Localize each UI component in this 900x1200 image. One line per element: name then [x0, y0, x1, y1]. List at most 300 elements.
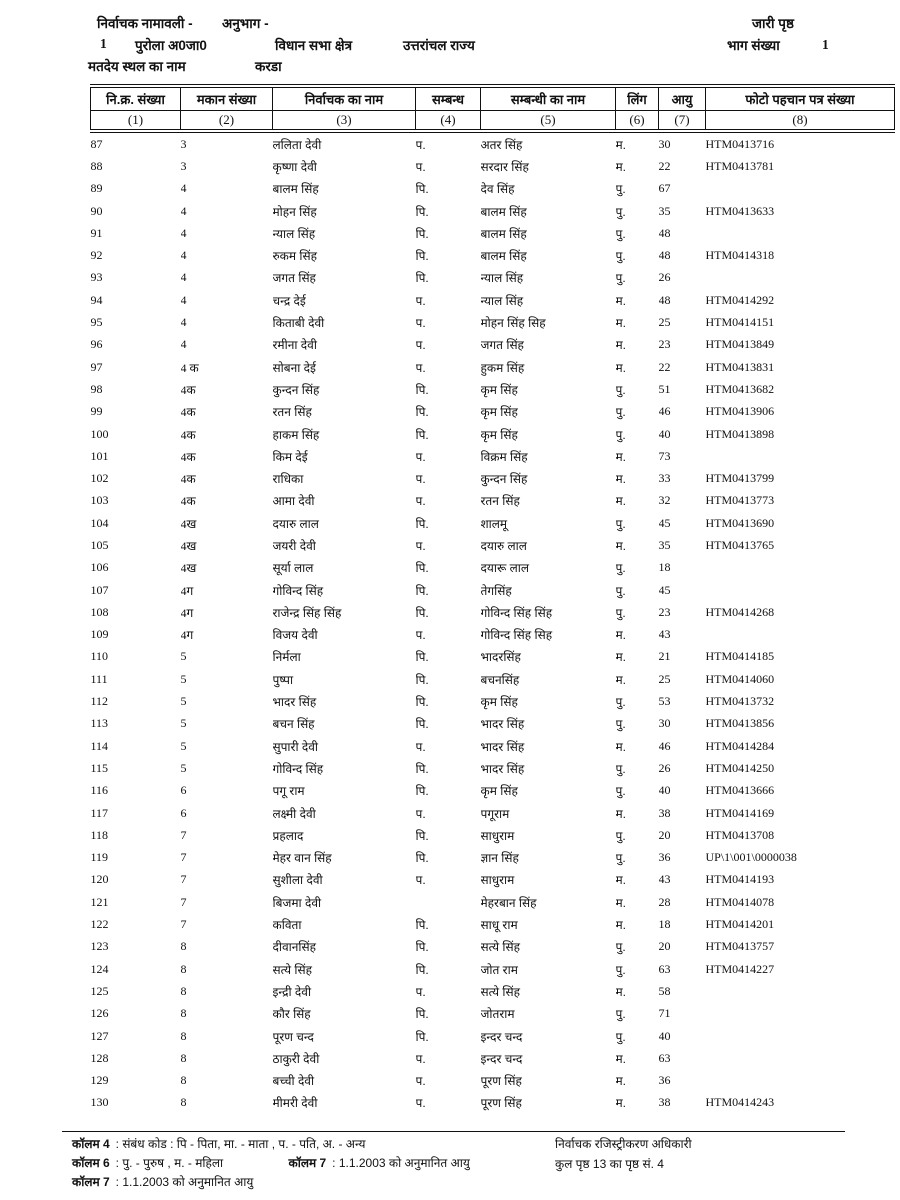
- gender: म.: [615, 538, 627, 553]
- voter-serial: 97: [90, 359, 103, 374]
- voter-table-body: [91, 131, 895, 1114]
- relation-code: पि.: [415, 962, 429, 977]
- table-row: [91, 624, 895, 646]
- table-row: [91, 913, 895, 935]
- house-number: 8: [180, 961, 187, 976]
- voter-name: कुन्दन सिंह: [272, 382, 320, 397]
- relative-name: बालम सिंह: [480, 204, 527, 219]
- voter-name: जगत सिंह: [272, 271, 316, 286]
- photo-id: HTM0413831: [705, 359, 775, 374]
- house-number: 3: [180, 158, 187, 173]
- house-number: 7: [180, 827, 187, 842]
- age: 35: [658, 203, 671, 218]
- age: 20: [658, 827, 671, 842]
- photo-id: HTM0414243: [705, 1095, 775, 1110]
- table-row: [91, 690, 895, 712]
- house-number: 8: [180, 983, 187, 998]
- age: 63: [658, 961, 671, 976]
- part-number-label: भाग संख्या: [727, 38, 780, 53]
- photo-id: HTM0413633: [705, 203, 775, 218]
- column-header-6: लिंग: [616, 86, 659, 111]
- assembly-area-label: विधान सभा क्षेत्र: [275, 38, 353, 53]
- house-number: 4ग: [180, 605, 194, 620]
- relative-name: न्याल सिंह: [480, 293, 524, 308]
- age: 32: [658, 493, 671, 508]
- relation-code: पि.: [415, 382, 429, 397]
- voter-name: बचन सिंह: [272, 717, 315, 732]
- voter-name: जयरी देवी: [272, 538, 316, 553]
- voter-name: ठाकुरी देवी: [272, 1051, 320, 1066]
- age: 40: [658, 1028, 671, 1043]
- voter-serial: 114: [90, 738, 109, 753]
- relation-code: पि.: [415, 271, 429, 286]
- house-number: 5: [180, 760, 187, 775]
- photo-id: [706, 557, 895, 579]
- voter-serial: 88: [90, 158, 103, 173]
- column-number-1: (1): [91, 111, 181, 132]
- age: 22: [658, 359, 671, 374]
- gender: पु.: [615, 962, 626, 977]
- voter-serial: 130: [90, 1095, 109, 1110]
- gender: म.: [615, 628, 627, 643]
- gender: म.: [615, 338, 627, 353]
- age: 48: [658, 292, 671, 307]
- voter-table: [90, 84, 895, 1114]
- photo-id: HTM0414169: [705, 805, 775, 820]
- age: 22: [658, 158, 671, 173]
- column-number-2: (2): [181, 111, 273, 132]
- voter-serial: 119: [90, 850, 109, 865]
- relative-name: भादर सिंह: [480, 739, 525, 754]
- voter-name: मेहर वान सिंह: [272, 851, 332, 866]
- table-row: [91, 713, 895, 735]
- age: 21: [658, 649, 671, 664]
- constituency-number: 1: [100, 36, 107, 51]
- relative-name: इन्दर चन्द: [480, 1051, 523, 1066]
- photo-id: [706, 980, 895, 1002]
- photo-id: HTM0413781: [705, 158, 775, 173]
- house-number: 5: [180, 694, 187, 709]
- house-number: 4: [180, 225, 187, 240]
- footer-col4-label: कॉलम 4: [72, 1137, 110, 1151]
- voter-name: सुशीला देवी: [272, 873, 323, 888]
- photo-id: HTM0413765: [705, 537, 775, 552]
- relation-code: प.: [415, 1096, 426, 1111]
- table-row: [91, 401, 895, 423]
- gender: पु.: [615, 605, 626, 620]
- relative-name: साधुराम: [480, 873, 515, 888]
- photo-id: [706, 445, 895, 467]
- header-number-row: [91, 111, 895, 132]
- age: 48: [658, 225, 671, 240]
- table-row: [91, 936, 895, 958]
- voter-serial: 125: [90, 983, 109, 998]
- table-row: [91, 178, 895, 200]
- constituency-name: पुरोला अ0जा0: [135, 38, 207, 53]
- table-row: [91, 601, 895, 623]
- voter-name: रतन सिंह: [272, 405, 312, 420]
- footer-col6-legend: [72, 1154, 470, 1171]
- polling-station-label: मतदेय स्थल का नाम: [88, 59, 186, 74]
- gender: पु.: [615, 249, 626, 264]
- gender: पु.: [615, 940, 626, 955]
- voter-name: निर्मला: [272, 650, 301, 665]
- footer-col6-text: : पु. - पुरुष , म. - महिला: [115, 1156, 224, 1170]
- age: 36: [658, 850, 671, 865]
- age: 63: [658, 1050, 671, 1065]
- age: 30: [658, 136, 671, 151]
- relative-name: विक्रम सिंह: [480, 449, 528, 464]
- table-row: [91, 289, 895, 311]
- age: 35: [658, 537, 671, 552]
- photo-id: HTM0414151: [705, 315, 775, 330]
- relative-name: सत्ये सिंह: [480, 940, 520, 955]
- voter-name: गोविन्द सिंह: [272, 761, 324, 776]
- relation-code: पि.: [415, 784, 429, 799]
- relative-name: जगत सिंह: [480, 338, 524, 353]
- voter-serial: 87: [90, 136, 103, 151]
- footer-col7b-legend: [72, 1173, 253, 1190]
- relative-name: कृम सिंह: [480, 405, 518, 420]
- relation-code: प.: [415, 494, 426, 509]
- photo-id: UP\1\001\0000038: [705, 850, 797, 865]
- age: 51: [658, 381, 671, 396]
- voter-name: हाकम सिंह: [272, 427, 320, 442]
- age: 67: [658, 181, 671, 196]
- house-number: 4: [180, 248, 187, 263]
- house-number: 5: [180, 671, 187, 686]
- house-number: 4ख: [180, 538, 197, 553]
- gender: म.: [615, 1096, 627, 1111]
- voter-serial: 129: [90, 1073, 109, 1088]
- roll-title: निर्वाचक नामावली -: [97, 16, 193, 31]
- voter-table-header: [91, 86, 895, 131]
- gender: म.: [615, 672, 627, 687]
- house-number: 6: [180, 805, 187, 820]
- relation-code: प.: [415, 628, 426, 643]
- table-row: [91, 824, 895, 846]
- gender: म.: [615, 650, 627, 665]
- gender: म.: [615, 472, 627, 487]
- photo-id: HTM0413682: [705, 381, 775, 396]
- relative-name: कृम सिंह: [480, 695, 518, 710]
- relation-code: पि.: [415, 650, 429, 665]
- voter-serial: 89: [90, 181, 103, 196]
- voter-serial: 118: [90, 827, 109, 842]
- relative-name: पूरण सिंह: [480, 1074, 522, 1089]
- house-number: 4: [180, 292, 187, 307]
- voter-serial: 102: [90, 471, 109, 486]
- relative-name: अतर सिंह: [480, 137, 523, 152]
- age: 20: [658, 939, 671, 954]
- voter-serial: 105: [90, 537, 109, 552]
- voter-name: रमीना देवी: [272, 338, 317, 353]
- photo-id: HTM0413757: [705, 939, 775, 954]
- table-row: [91, 244, 895, 266]
- voter-serial: 126: [90, 1006, 109, 1021]
- gender: पु.: [615, 405, 626, 420]
- footer-col7b-label: कॉलम 7: [72, 1175, 110, 1189]
- table-row: [91, 200, 895, 222]
- table-row: [91, 579, 895, 601]
- house-number: 4ग: [180, 628, 194, 643]
- footer-col7-text: : 1.1.2003 को अनुमानित आयु: [332, 1156, 470, 1170]
- gender: पु.: [615, 695, 626, 710]
- voter-name: बिजमा देवी: [272, 895, 322, 910]
- photo-id: [706, 267, 895, 289]
- photo-id: [706, 222, 895, 244]
- gender: पु.: [615, 717, 626, 732]
- photo-id: [706, 1069, 895, 1091]
- relation-code: पि.: [415, 182, 429, 197]
- relative-name: न्याल सिंह: [480, 271, 524, 286]
- photo-id: HTM0413799: [705, 471, 775, 486]
- house-number: 4ख: [180, 561, 197, 576]
- age: 46: [658, 738, 671, 753]
- column-header-7: आयु: [659, 86, 706, 111]
- relation-code: प.: [415, 449, 426, 464]
- voter-serial: 121: [90, 894, 109, 909]
- voter-name: किम देई: [272, 449, 308, 464]
- footer-divider: [62, 1131, 845, 1132]
- relative-name: भादर सिंह: [480, 761, 525, 776]
- relative-name: भादरसिंह: [480, 650, 521, 665]
- age: 48: [658, 248, 671, 263]
- voter-name: ललिता देवी: [272, 137, 322, 152]
- voter-name: कविता: [272, 918, 302, 933]
- relation-code: प.: [415, 984, 426, 999]
- gender: म.: [615, 159, 627, 174]
- relative-name: कुन्दन सिंह: [480, 472, 528, 487]
- photo-id: HTM0413690: [705, 515, 775, 530]
- voter-serial: 99: [90, 404, 103, 419]
- table-row: [91, 155, 895, 177]
- table-row: [91, 467, 895, 489]
- age: 73: [658, 448, 671, 463]
- gender: म.: [615, 316, 627, 331]
- relation-code: पि.: [415, 851, 429, 866]
- registration-officer-label: निर्वाचक रजिस्ट्रीकरण अधिकारी: [555, 1137, 692, 1151]
- relation-code: पि.: [415, 405, 429, 420]
- relation-code: प.: [415, 293, 426, 308]
- relation-code: प.: [415, 137, 426, 152]
- house-number: 7: [180, 872, 187, 887]
- gender: पु.: [615, 271, 626, 286]
- table-row: [91, 311, 895, 333]
- house-number: 7: [180, 850, 187, 865]
- age: 43: [658, 627, 671, 642]
- voter-name: प्रहलाद: [272, 828, 304, 843]
- voter-name: सुपारी देवी: [272, 739, 319, 754]
- table-row: [91, 423, 895, 445]
- relation-code: पि.: [415, 427, 429, 442]
- column-header-3: निर्वाचक का नाम: [273, 86, 416, 111]
- photo-id: HTM0414078: [705, 894, 775, 909]
- gender: पु.: [615, 784, 626, 799]
- relation-code: पि.: [415, 1007, 429, 1022]
- gender: म.: [615, 1051, 627, 1066]
- voter-serial: 95: [90, 315, 103, 330]
- house-number: 4क: [180, 382, 196, 397]
- age: 28: [658, 894, 671, 909]
- relation-code: प.: [415, 316, 426, 331]
- footer-col6-label: कॉलम 6: [72, 1156, 110, 1170]
- page-number-info: कुल पृष्ठ 13 का पृष्ठ सं. 4: [555, 1157, 664, 1171]
- relative-name: सत्ये सिंह: [480, 984, 520, 999]
- gender: म.: [615, 449, 627, 464]
- age: 58: [658, 983, 671, 998]
- column-number-6: (6): [616, 111, 659, 132]
- state-name: उत्तरांचल राज्य: [403, 38, 475, 53]
- relation-code: प.: [415, 806, 426, 821]
- voter-name: कृष्णा देवी: [272, 159, 317, 174]
- relative-name: पूरण सिंह: [480, 1096, 522, 1111]
- photo-id: HTM0414060: [705, 671, 775, 686]
- photo-id: HTM0414284: [705, 738, 775, 753]
- relation-code: पि.: [415, 249, 429, 264]
- relation-code: प.: [415, 1074, 426, 1089]
- gender: पु.: [615, 427, 626, 442]
- house-number: 4: [180, 270, 187, 285]
- house-number: 5: [180, 649, 187, 664]
- age: 23: [658, 604, 671, 619]
- header-label-row: [91, 86, 895, 111]
- relation-code: पि.: [415, 583, 429, 598]
- age: 43: [658, 872, 671, 887]
- age: 40: [658, 426, 671, 441]
- voter-name: दीवानसिंह: [272, 940, 317, 955]
- gender: म.: [615, 360, 627, 375]
- relative-name: साधुराम: [480, 828, 515, 843]
- house-number: 3: [180, 136, 187, 151]
- relation-code: पि.: [415, 761, 429, 776]
- voter-serial: 92: [90, 248, 103, 263]
- table-row: [91, 1069, 895, 1091]
- relation-code: प.: [415, 538, 426, 553]
- age: 45: [658, 515, 671, 530]
- house-number: 4क: [180, 427, 196, 442]
- voter-serial: 110: [90, 649, 109, 664]
- age: 71: [658, 1006, 671, 1021]
- relative-name: जोतराम: [480, 1007, 515, 1022]
- relation-code: पि.: [415, 605, 429, 620]
- table-row: [91, 131, 895, 155]
- house-number: 8: [180, 1050, 187, 1065]
- photo-id: HTM0413716: [705, 136, 775, 151]
- relation-code: पि.: [415, 695, 429, 710]
- voter-name: न्याल सिंह: [272, 226, 316, 241]
- photo-id: [706, 1047, 895, 1069]
- photo-id: [706, 1025, 895, 1047]
- age: 33: [658, 471, 671, 486]
- age: 53: [658, 694, 671, 709]
- voter-serial: 128: [90, 1050, 109, 1065]
- column-header-4: सम्बन्ध: [416, 86, 481, 111]
- relation-code: पि.: [415, 672, 429, 687]
- voter-name: चन्द्र देई: [272, 293, 306, 308]
- house-number: 4क: [180, 449, 196, 464]
- column-header-2: मकान संख्या: [181, 86, 273, 111]
- relative-name: बालम सिंह: [480, 249, 527, 264]
- age: 36: [658, 1073, 671, 1088]
- relative-name: ज्ञान सिंह: [480, 851, 519, 866]
- table-row: [91, 958, 895, 980]
- voter-serial: 106: [90, 560, 109, 575]
- photo-id: [706, 624, 895, 646]
- house-number: 4: [180, 337, 187, 352]
- house-number: 4: [180, 203, 187, 218]
- relative-name: तेगसिंह: [480, 583, 512, 598]
- relative-name: शालमू: [480, 516, 508, 531]
- relative-name: गोविन्द सिंह सिह: [480, 628, 553, 643]
- page-header: [0, 0, 900, 84]
- voter-name: बच्ची देवी: [272, 1074, 315, 1089]
- house-number: 4क: [180, 472, 196, 487]
- house-number: 5: [180, 738, 187, 753]
- house-number: 4 क: [180, 360, 199, 375]
- relative-name: सरदार सिंह: [480, 159, 529, 174]
- photo-id: HTM0414227: [705, 961, 775, 976]
- relative-name: बचनसिंह: [480, 672, 520, 687]
- gender: म.: [615, 293, 627, 308]
- house-number: 6: [180, 783, 187, 798]
- voter-name: राजेन्द्र सिंह सिंह: [272, 605, 342, 620]
- gender: पु.: [615, 561, 626, 576]
- gender: पु.: [615, 1007, 626, 1022]
- voter-name: किताबी देवी: [272, 316, 325, 331]
- voter-serial: 112: [90, 694, 109, 709]
- table-row: [91, 980, 895, 1002]
- age: 18: [658, 917, 671, 932]
- photo-id: HTM0413898: [705, 426, 775, 441]
- house-number: 7: [180, 917, 187, 932]
- column-number-3: (3): [273, 111, 416, 132]
- relative-name: गोविन्द सिंह सिंह: [480, 605, 553, 620]
- voter-serial: 113: [90, 716, 109, 731]
- gender: पु.: [615, 226, 626, 241]
- relation-code: प.: [415, 873, 426, 888]
- table-row: [91, 534, 895, 556]
- gender: म.: [615, 873, 627, 888]
- table-row: [91, 780, 895, 802]
- relative-name: बालम सिंह: [480, 226, 527, 241]
- age: 26: [658, 270, 671, 285]
- voter-name: इन्द्री देवी: [272, 984, 312, 999]
- photo-id: HTM0414193: [705, 872, 775, 887]
- table-row: [91, 334, 895, 356]
- table-row: [91, 802, 895, 824]
- gender: पु.: [615, 182, 626, 197]
- photo-id: HTM0413856: [705, 716, 775, 731]
- gender: पु.: [615, 583, 626, 598]
- voter-name: आमा देवी: [272, 494, 315, 509]
- photo-id: HTM0414201: [705, 917, 775, 932]
- table-row: [91, 668, 895, 690]
- gender: पु.: [615, 382, 626, 397]
- gender: पु.: [615, 828, 626, 843]
- relation-code: पि.: [415, 1029, 429, 1044]
- voter-name: सोबना देई: [272, 360, 316, 375]
- relation-code: पि.: [415, 204, 429, 219]
- table-row: [91, 490, 895, 512]
- voter-serial: 124: [90, 961, 109, 976]
- voter-serial: 107: [90, 582, 109, 597]
- gender: पु.: [615, 761, 626, 776]
- gender: पु.: [615, 1029, 626, 1044]
- table-row: [91, 757, 895, 779]
- house-number: 4क: [180, 405, 196, 420]
- polling-station-name: करडा: [255, 59, 282, 74]
